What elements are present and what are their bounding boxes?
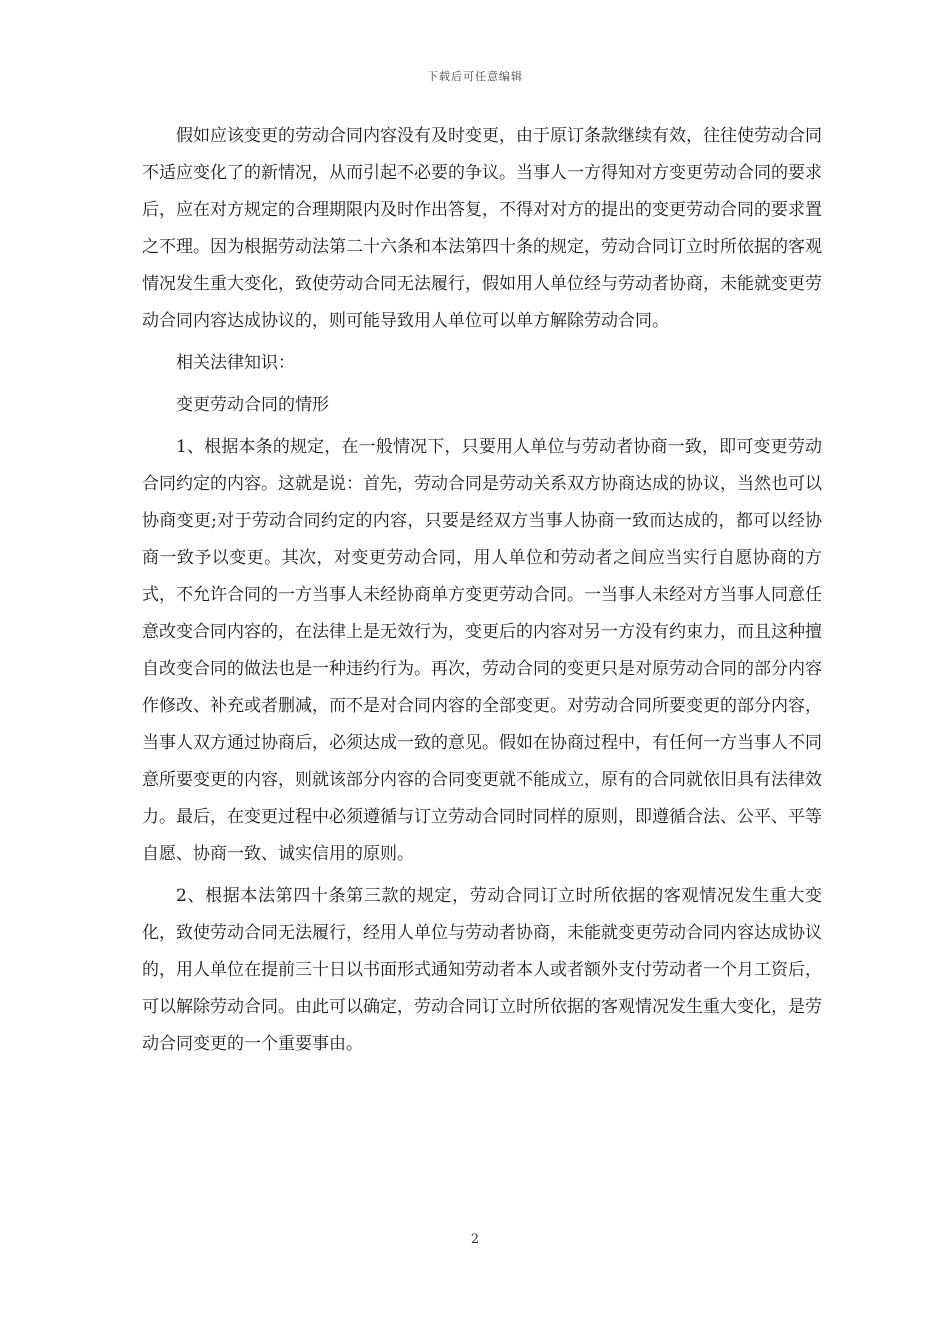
page-number: 2 <box>470 1232 480 1247</box>
section-heading: 变更劳动合同的情形 <box>176 395 329 415</box>
paragraph: 假如应该变更的劳动合同内容没有及时变更，由于原订条款继续有效，往往使劳动合同不适应变化了的新情况，从而引起不必要的争议。当事人一方得知对方变更劳动合同的要求后，应在对方规定的合理期限内及时作出答复，不得对对方的提出的变更劳动合同的要求置之不理。因为根据劳动法第二十六条和本法第四十条的规定，劳动合同订立时所依据的客观情况发生重大变化，致使劳动合同无法履行，假如用人单位经与劳动者协商，未能就变更劳动合同内容达成协议的，则可能导致用人单位可以单方解除劳动合同。 <box>142 126 822 331</box>
page-header: 下载后可任意编辑 <box>427 70 523 83</box>
paragraph: 1、根据本条的规定，在一般情况下，只要用人单位与劳动者协商一致，即可变更劳动合同约定的内容。这就是说：首先，劳动合同是劳动关系双方协商达成的协议，当然也可以协商变更;对于劳动合同约定的内容，只要是经双方当事人协商一致而达成的，都可以经协商一致予以变更。其次，对变更劳动合同，用人单位和劳动者之间应当实行自愿协商的方式，不允许合同的一方当事人未经协商单方变更劳动合同。一当事人未经对方当事人同意任意改变合同内容的，在法律上是无效行为，变更后的内容对另一方没有约束力，而且这种擅自改变合同的做法也是一种违约行为。再次，劳动合同的变更只是对原劳动合同的部分内容作修改、补充或者删减，而不是对合同内容的全部变更。对劳动合同所要变更的部分内容，当事人双方通过协商后，必须达成一致的意见。假如在协商过程中，有任何一方当事人不同意所要变更的内容，则就该部分内容的合同变更就不能成立，原有的合同就依旧具有法律效力。最后，在变更过程中必须遵循与订立劳动合同时同样的原则，即遵循合法、公平、平等自愿、协商一致、诚实信用的原则。 <box>142 437 822 864</box>
document-body <box>142 118 822 1068</box>
paragraph: 相关法律知识： <box>176 353 295 373</box>
paragraph: 2、根据本法第四十条第三款的规定，劳动合同订立时所依据的客观情况发生重大变化，致使劳动合同无法履行，经用人单位与劳动者协商，未能就变更劳动合同内容达成协议的，用人单位在提前三十日以书面形式通知劳动者本人或者额外支付劳动者一个月工资后，可以解除劳动合同。由此可以确定，劳动合同订立时所依据的客观情况发生重大变化，是劳动合同变更的一个重要事由。 <box>142 886 822 1054</box>
